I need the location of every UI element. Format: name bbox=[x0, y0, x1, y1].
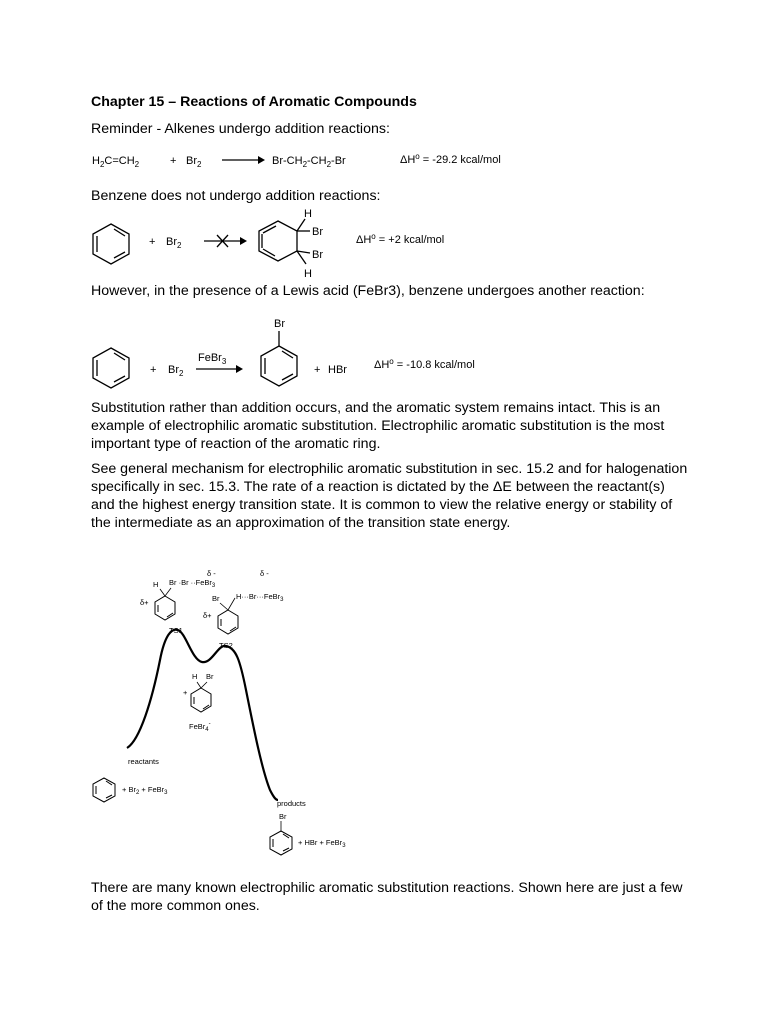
reactants-benzene-icon bbox=[93, 778, 115, 802]
benzene-ring-icon bbox=[93, 224, 129, 264]
rxn3-plus: + bbox=[150, 364, 157, 376]
ts2-delta-plus: δ+ bbox=[203, 611, 212, 620]
rxn3-product-br: Br bbox=[274, 318, 285, 330]
chapter-title: Chapter 15 – Reactions of Aromatic Compounds bbox=[91, 94, 417, 110]
rxn3-delta-h: $\Delta H^o = -10.8$ kcal/mol bbox=[374, 357, 475, 371]
rxn2-br-bottom: Br bbox=[312, 249, 323, 261]
intermediate-ring-icon bbox=[191, 688, 211, 712]
intermediate-h: H bbox=[192, 672, 198, 681]
rxn2-h-bottom: H bbox=[304, 268, 312, 280]
rxn2-plus: + bbox=[149, 236, 156, 248]
ts2-label: TS2 bbox=[219, 641, 233, 650]
energy-diagram bbox=[93, 569, 346, 855]
reaction-2 bbox=[93, 208, 444, 280]
rxn1-reactant: $H_2C=CH_2$ bbox=[92, 155, 140, 169]
reaction-1 bbox=[92, 152, 501, 169]
rxn2-br-top: Br bbox=[312, 226, 323, 238]
rxn1-reagent: $Br_2$ bbox=[186, 155, 202, 169]
products-formula: + HBr + FeBr$_3$ bbox=[298, 838, 346, 849]
reaction-3 bbox=[93, 318, 475, 388]
rxn3-byproduct: HBr bbox=[328, 364, 347, 376]
products-bromobenzene-icon bbox=[270, 831, 292, 855]
benzene-no-addition-line: Benzene does not undergo addition reactions: bbox=[91, 188, 381, 204]
ts1-h: H bbox=[153, 580, 159, 589]
benzene-ring-icon bbox=[93, 348, 129, 388]
ts1-ring-icon bbox=[155, 596, 175, 620]
rxn1-product: $Br-CH_2-CH_2-Br$ bbox=[272, 155, 346, 169]
ts1-delta-plus: δ+ bbox=[140, 598, 149, 607]
reminder-line: Reminder - Alkenes undergo addition reactions: bbox=[91, 121, 390, 137]
ts2-ring-icon bbox=[218, 610, 238, 634]
rxn3-catalyst: FeBr$_3$ bbox=[198, 352, 227, 366]
intermediate-br: Br bbox=[206, 672, 214, 681]
ts2-h-chain: H···Br···FeBr$_3$ bbox=[236, 592, 284, 603]
products-br: Br bbox=[279, 812, 287, 821]
rxn3-arrowhead bbox=[236, 365, 243, 373]
rxn2-h-top: H bbox=[304, 208, 312, 220]
rxn3-plus-2: + bbox=[314, 364, 321, 376]
lewis-acid-line: However, in the presence of a Lewis acid (FeBr3), benzene undergoes another reaction: bbox=[91, 283, 645, 299]
rxn1-arrowhead bbox=[258, 156, 265, 164]
rxn2-delta-h: $\Delta H^o = +2$ kcal/mol bbox=[356, 232, 445, 246]
closing-paragraph: There are many known electrophilic aromatic substitution reactions. Shown here are just a few of the more common ones. bbox=[91, 880, 683, 914]
mechanism-paragraph: See general mechanism for electrophilic aromatic substitution in sec. 15.2 and for halogenation specifically in sec. 15.3. The rate of a reaction is dictated by the ΔE between the reactant(s) and the highest energy transition state. It is common to view the relative energy or stability of the intermediate as an approximation of the transition state energy. bbox=[91, 461, 688, 531]
reactants-formula: + $Br_2$ + FeBr$_3$ bbox=[122, 785, 168, 796]
cyclohexadiene-icon bbox=[259, 219, 310, 264]
substitution-paragraph: Substitution rather than addition occurs, and the aromatic system remains intact. This is an example of electrophilic aromatic substitution. Electrophilic aromatic substitution is the most important type of reaction of the aromatic ring. bbox=[91, 400, 665, 452]
rxn2-arrowhead bbox=[240, 237, 247, 245]
rxn2-reagent: $Br_2$ bbox=[166, 236, 182, 250]
bromobenzene-icon bbox=[261, 346, 297, 386]
ts1-delta-minus: δ - bbox=[207, 569, 216, 578]
ts1-label: TS1 bbox=[169, 626, 183, 635]
reaction-coordinate-curve bbox=[127, 630, 278, 800]
reactants-label: reactants bbox=[128, 757, 159, 766]
ts1-br-chain: Br ·Br ··FeBr$_3$ bbox=[169, 578, 216, 589]
intermediate-counterion: FeBr$_4$- bbox=[189, 721, 211, 733]
rxn1-delta-h: $\Delta H^o = -29.2$ kcal/mol bbox=[400, 152, 501, 166]
ts2-delta-minus: δ - bbox=[260, 569, 269, 578]
intermediate-plus: + bbox=[183, 688, 188, 697]
rxn1-plus: + bbox=[170, 155, 177, 167]
rxn3-reagent: $Br_2$ bbox=[168, 364, 184, 378]
ts2-br: Br bbox=[212, 594, 220, 603]
products-label: products bbox=[277, 799, 306, 808]
